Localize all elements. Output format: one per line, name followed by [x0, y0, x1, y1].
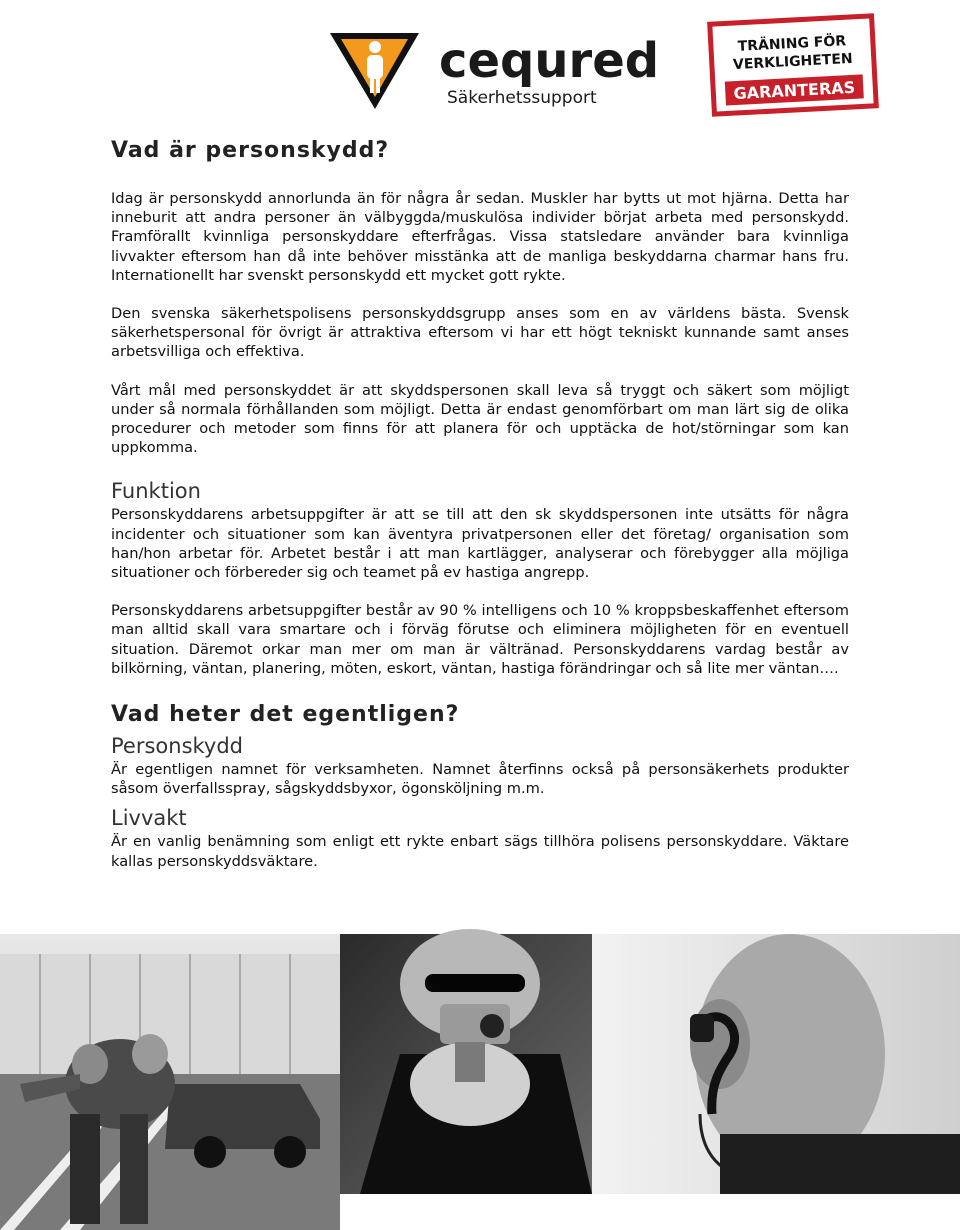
paragraph-sapo: Den svenska säkerhetspolisens personskyddsgrupp anses som en av världens bästa. Svensk säkerhetspersonal för övrigt är attraktiva eftersom vi har ett högt tekniskt kunnande samt anses arbetsvilliga och effektiva.: [111, 305, 849, 361]
heading-livvakt: Livvakt: [111, 806, 187, 831]
stamp-line1: TRÄNING FÖR: [737, 33, 847, 55]
document-body: [111, 134, 849, 871]
paragraph-composition: Personskyddarens arbetsuppgifter består av 90 % intelligens och 10 % kroppsbeskaffenhet eftersom man alltid skall vara smartare och i förväg förutse och eliminera möjligheten för en eventuell situation. Däremot orkar man mer om man är vältränad. Personskyddarens vardag består av bilkörning, väntan, planering, möten, eskort, väntan, hastiga förändringar och så lite mer väntan….: [111, 602, 849, 677]
photo-pistol: [340, 929, 592, 1194]
photo-struggle: [0, 934, 340, 1230]
heading-what-is-personskydd: Vad är personskydd?: [111, 138, 390, 163]
paragraph-goal: Vårt mål med personskyddet är att skyddspersonen skall leva så tryggt och säkert som möjligt under så normala förhållanden som möjligt. Detta är endast genomförbart om man lärt sig de olika procedurer och metoder som finns för att planera för och upptäcka de hot/störningar som kan uppkomma.: [111, 381, 849, 457]
photo-earpiece: [592, 934, 960, 1194]
logo-tagline: Säkerhetssupport: [447, 88, 597, 108]
heading-what-called: Vad heter det egentligen?: [111, 702, 460, 728]
stamp-line3: GARANTERAS: [733, 77, 856, 104]
paragraph-intro: Idag är personskydd annorlunda än för några år sedan. Muskler har bytts ut mot hjärna. Detta har inneburit att andra personer än välbyggda/muskulösa individer börjat arbeta med personskydd. Framförallt kvinnliga personskyddare efterfrågas. Vissa statsledare använder bara kvinnliga livvakter eftersom han då inte behöver misstänka att de manliga beskyddarna charmar hans fru. Internationellt har svenskt personskydd ett mycket gott rykte.: [111, 190, 849, 284]
heading-funktion: Funktion: [111, 479, 201, 504]
paragraph-tasks: Personskyddarens arbetsuppgifter är att se till att den sk skyddspersonen inte utsätts för några incidenter och situationer som kan äventyra privatpersonen eller det företag/ organisation som han/hon arbetar för. Arbetet består i att man kartlägger, analyserar och förebygger alla möjliga situationer och förbereder sig och teamet på ev hastiga angrepp.: [111, 506, 849, 582]
paragraph-personskydd: Är egentligen namnet för verksamheten. Namnet återfinns också på personsäkerhets produkter såsom överfallsspray, sågskyddsbyxor, ögonsköljning m.m.: [111, 761, 849, 798]
paragraph-livvakt: Är en vanlig benämning som enligt ett rykte enbart sägs tillhöra polisens personskyddare. Väktare kallas personskyddsväktare.: [111, 833, 849, 870]
heading-personskydd: Personskydd: [111, 734, 244, 759]
cequred-logo: [327, 25, 660, 115]
photo-strip: [0, 934, 960, 1230]
stamp-line2: VERKLIGHETEN: [732, 50, 854, 74]
logo-wordmark: cequred: [439, 33, 660, 89]
guarantee-stamp: [706, 12, 880, 118]
